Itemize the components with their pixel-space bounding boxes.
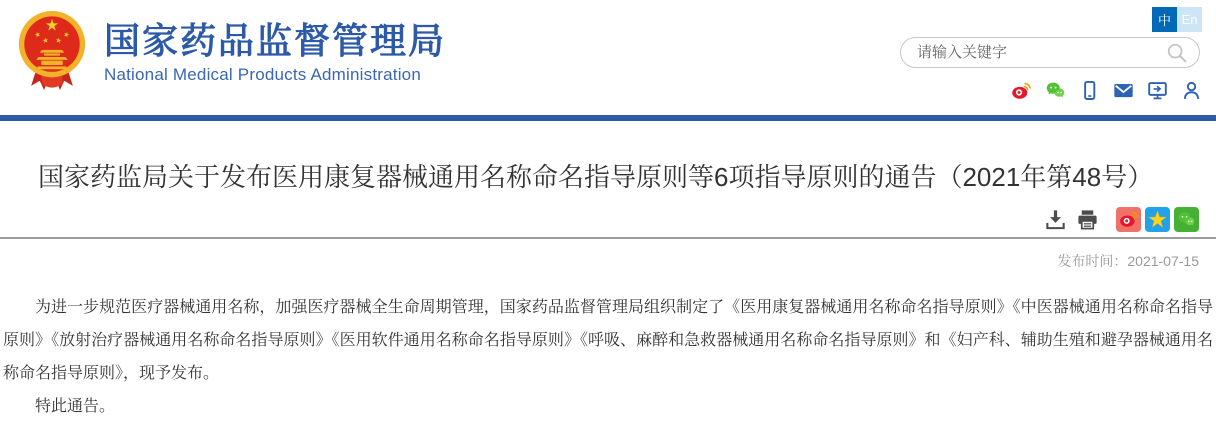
monitor-arrow-icon[interactable]	[1147, 80, 1168, 101]
publish-date-label: 发布时间：	[1057, 253, 1128, 269]
print-icon[interactable]	[1076, 208, 1099, 231]
weibo-icon[interactable]	[1011, 80, 1032, 101]
site-logo-link[interactable]	[16, 8, 446, 96]
search-input[interactable]	[917, 44, 1165, 61]
article-tools-row	[0, 206, 1199, 232]
mail-icon[interactable]	[1113, 80, 1134, 101]
wechat-icon[interactable]	[1045, 80, 1066, 101]
content-divider	[0, 237, 1216, 239]
share-buttons	[1116, 207, 1199, 232]
lang-en-button[interactable]: En	[1177, 7, 1202, 32]
lang-zh-button[interactable]: 中	[1152, 7, 1177, 32]
share-wechat-button[interactable]	[1174, 207, 1199, 232]
publish-date	[0, 251, 1199, 271]
site-name-en: National Medical Products Administration	[104, 65, 421, 84]
mobile-icon[interactable]	[1079, 80, 1100, 101]
article-body	[0, 291, 1216, 423]
search-icon[interactable]	[1165, 41, 1189, 65]
search-box	[900, 37, 1200, 68]
header-social-row	[1011, 80, 1202, 101]
share-qzone-button[interactable]	[1145, 207, 1170, 232]
article-title: 国家药监局关于发布医用康复器械通用名称命名指导原则等6项指导原则的通告（2021年第48号）	[38, 162, 1154, 192]
national-emblem-icon	[16, 8, 88, 96]
site-header	[0, 0, 1216, 115]
share-weibo-button[interactable]	[1116, 207, 1141, 232]
download-icon[interactable]	[1044, 208, 1067, 231]
user-icon[interactable]	[1181, 80, 1202, 101]
publish-date-value: 2021-07-15	[1127, 253, 1199, 269]
header-divider-bar	[0, 115, 1216, 121]
language-switch	[1152, 7, 1202, 32]
article-paragraph: 特此通告。	[35, 398, 116, 415]
site-name-zh: 国家药品监督管理局	[104, 20, 447, 61]
article-paragraph: 为进一步规范医疗器械通用名称，加强医疗器械全生命周期管理，国家药品监督管理局组织制定了《医用康复器械通用名称命名指导原则》《中医器械通用名称命名指导原则》《放射治疗器械通用名称命名指导原则》《医用软件通用名称命名指导原则》《呼吸、麻醉和急救器械通用名称命名指导原则》和《妇产科、辅助生殖和避孕器械通用名称命名指导原则》，现予发布。	[3, 299, 1213, 382]
